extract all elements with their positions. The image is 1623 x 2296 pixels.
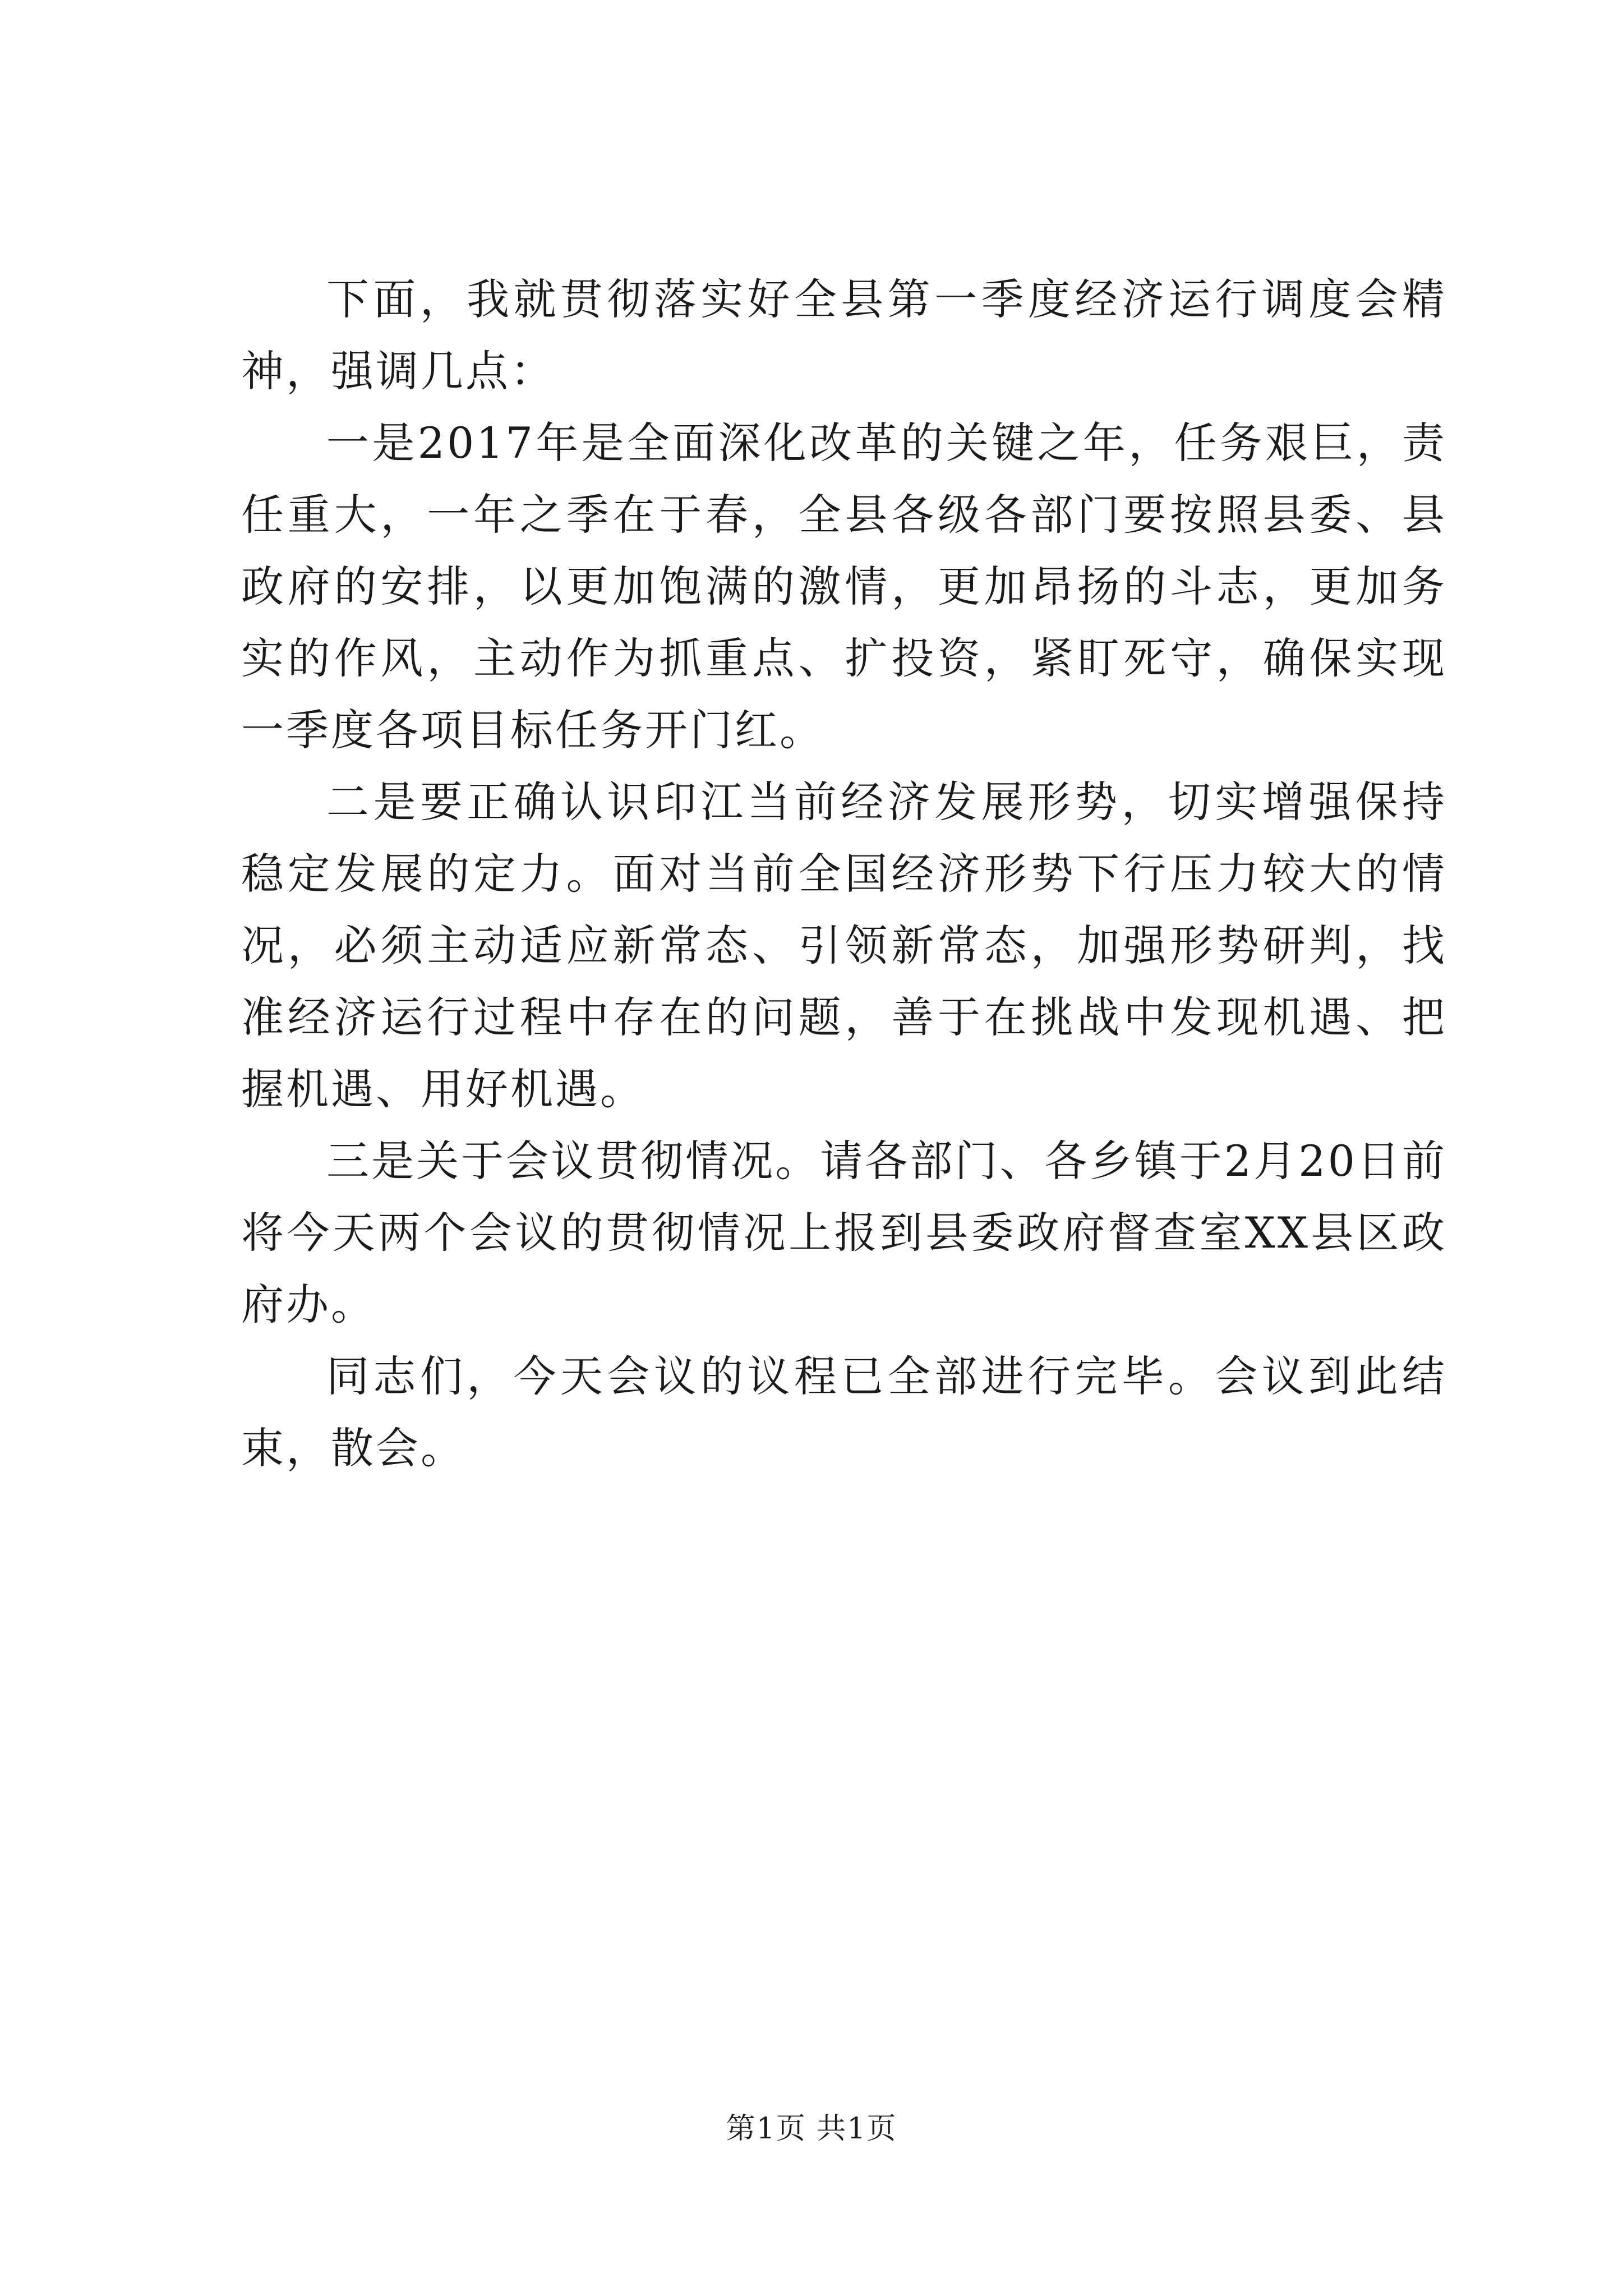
paragraph-point-two: 二是要正确认识印江当前经济发展形势，切实增强保持稳定发展的定力。面对当前全国经济形势下行压力较大的情况，必须主动适应新常态、引领新常态，加强形势研判，找准经济运行过程中存在的问题，善于在挑战中发现机遇、把握机遇、用好机遇。 (241, 777, 1447, 1114)
paragraph-point-one: 一是2017年是全面深化改革的关键之年，任务艰巨，责任重大，一年之季在于春，全县各级各部门要按照县委、县政府的安排，以更加饱满的激情，更加昂扬的斗志，更加务实的作风，主动作为抓重点、扩投资，紧盯死守，确保实现一季度各项目标任务开门红。 (241, 418, 1447, 755)
paragraph-closing: 同志们，今天会议的议程已全部进行完毕。会议到此结束，散会。 (241, 1351, 1447, 1473)
page-number-footer: 第1页 共1页 (726, 2112, 897, 2146)
document-body (241, 264, 1447, 1484)
paragraph-intro: 下面，我就贯彻落实好全县第一季度经济运行调度会精神，强调几点： (241, 274, 1447, 396)
paragraph-point-three: 三是关于会议贯彻情况。请各部门、各乡镇于2月20日前将今天两个会议的贯彻情况上报到县委政府督查室XX县区政府办。 (241, 1136, 1447, 1329)
